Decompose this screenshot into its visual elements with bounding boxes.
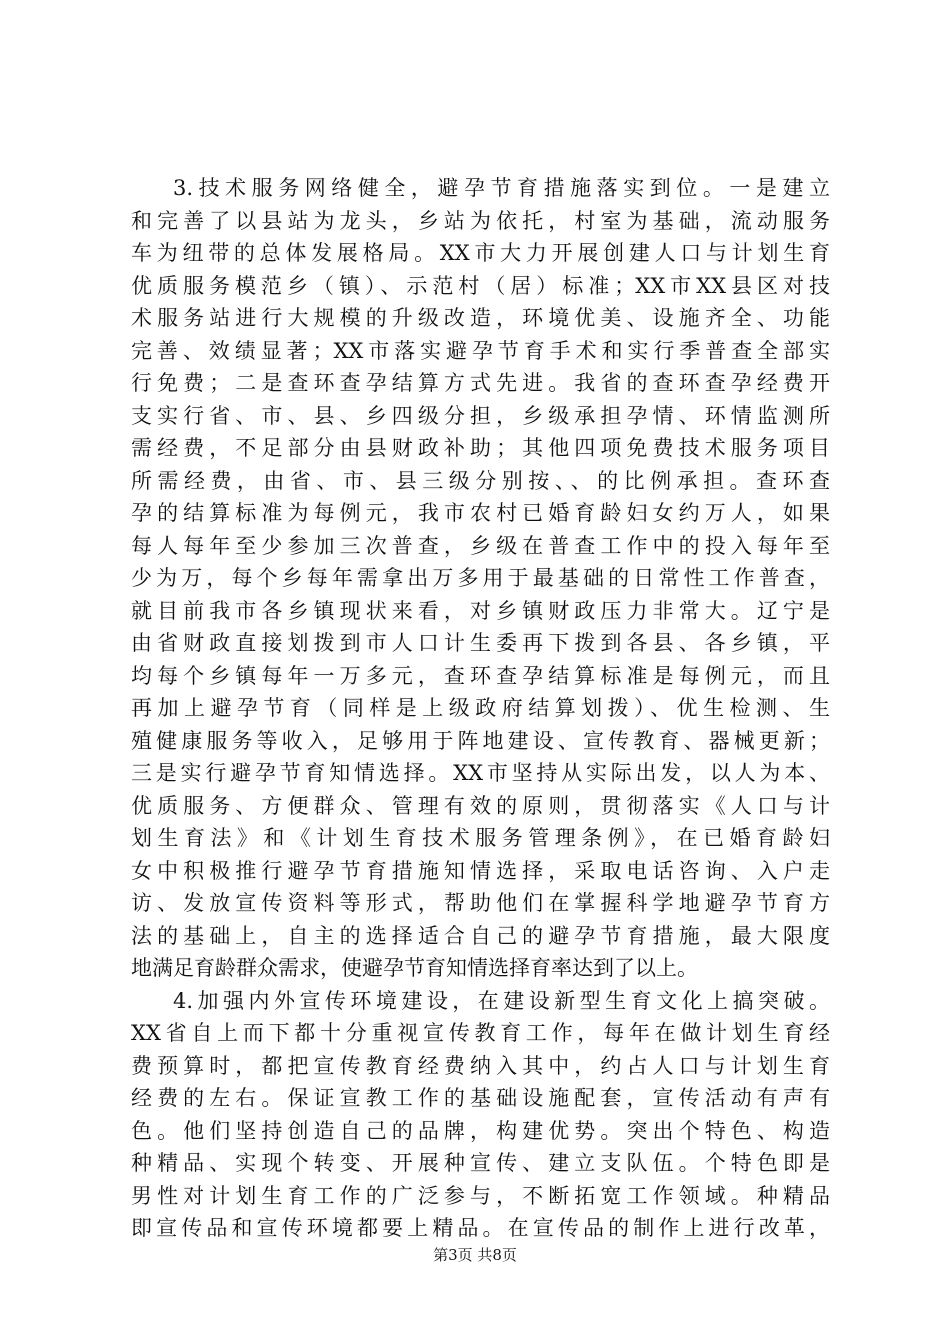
text-line: 均每个乡镇每年一万多元，查环查孕结算标准是每例元，而且 (131, 663, 830, 688)
paragraph-4 (131, 985, 830, 1245)
text-line: 访、发放宣传资料等形式，帮助他们在掌握科学地避孕节育方 (131, 891, 830, 915)
text-line: 完善、效绩显著；XX市落实避孕节育手术和实行季普查全部实 (131, 338, 830, 363)
text-line: 所需经费，由省、市、县三级分别按、、的比例承担。查环查 (131, 468, 830, 493)
text-line: 经费的左右。保证宣教工作的基础设施配套，宣传活动有声有 (131, 1086, 830, 1110)
text-line: 就目前我市各乡镇现状来看，对乡镇财政压力非常大。辽宁是 (131, 598, 830, 623)
text-line: 费预算时，都把宣传教育经费纳入其中，约占人口与计划生育 (131, 1053, 830, 1078)
page-footer: 第3页 共8页 (433, 1246, 517, 1264)
text-line: 每人每年至少参加三次普查，乡级在普查工作中的投入每年至 (131, 533, 830, 558)
text-line: 殖健康服务等收入，足够用于阵地建设、宣传教育、器械更新； (131, 728, 830, 753)
text-line: XX省自上而下都十分重视宣传教育工作，每年在做计划生育经 (131, 1021, 830, 1045)
text-line: 即宣传品和宣传环境都要上精品。在宣传品的制作上进行改革， (131, 1216, 830, 1240)
text-line: 支实行省、市、县、乡四级分担，乡级承担孕情、环情监测所 (131, 403, 830, 428)
text-line: 术服务站进行大规模的升级改造，环境优美、设施齐全、功能 (131, 306, 830, 330)
text-line: 车为纽带的总体发展格局。XX市大力开展创建人口与计划生育 (131, 241, 830, 265)
document-body (131, 172, 830, 1245)
text-line: 4.加强内外宣传环境建设，在建设新型生育文化上搞突破。 (173, 988, 830, 1013)
text-line: 地满足育龄群众需求，使避孕节育知情选择育率达到了以上。 (131, 956, 698, 980)
text-line: 行免费；二是查环查孕结算方式先进。我省的查环查孕经费开 (131, 371, 830, 395)
text-line: 孕的结算标准为每例元，我市农村已婚育龄妇女约万人，如果 (131, 501, 830, 525)
text-line: 优质服务、方便群众、管理有效的原则，贯彻落实《人口与计 (131, 793, 830, 818)
text-line: 3.技术服务网络健全，避孕节育措施落实到位。一是建立 (173, 176, 830, 200)
text-line: 少为万，每个乡每年需拿出万多用于最基础的日常性工作普查， (131, 566, 830, 590)
text-line: 划生育法》和《计划生育技术服务管理条例》，在已婚育龄妇 (131, 826, 830, 850)
text-line: 优质服务模范乡（镇）、示范村（居）标准；XX市XX县区对技 (131, 273, 830, 298)
text-line: 和完善了以县站为龙头，乡站为依托，村室为基础，流动服务 (131, 208, 830, 233)
text-line: 色。他们坚持创造自己的品牌，构建优势。突出个特色、构造 (131, 1118, 830, 1143)
text-line: 法的基础上，自主的选择适合自己的避孕节育措施，最大限度 (131, 923, 830, 948)
text-line: 种精品、实现个转变、开展种宣传、建立支队伍。个特色即是 (131, 1151, 830, 1175)
text-line: 需经费，不足部分由县财政补助；其他四项免费技术服务项目 (131, 436, 830, 460)
paragraph-3 (131, 172, 830, 985)
text-line: 女中积极推行避孕节育措施知情选择，采取电话咨询、入户走 (131, 858, 830, 883)
text-line: 再加上避孕节育（同样是上级政府结算划拨）、优生检测、生 (131, 696, 830, 720)
text-line: 三是实行避孕节育知情选择。XX市坚持从实际出发，以人为本、 (131, 761, 830, 785)
text-line: 由省财政直接划拨到市人口计生委再下拨到各县、各乡镇，平 (131, 631, 830, 655)
text-line: 男性对计划生育工作的广泛参与，不断拓宽工作领域。种精品 (131, 1183, 830, 1208)
